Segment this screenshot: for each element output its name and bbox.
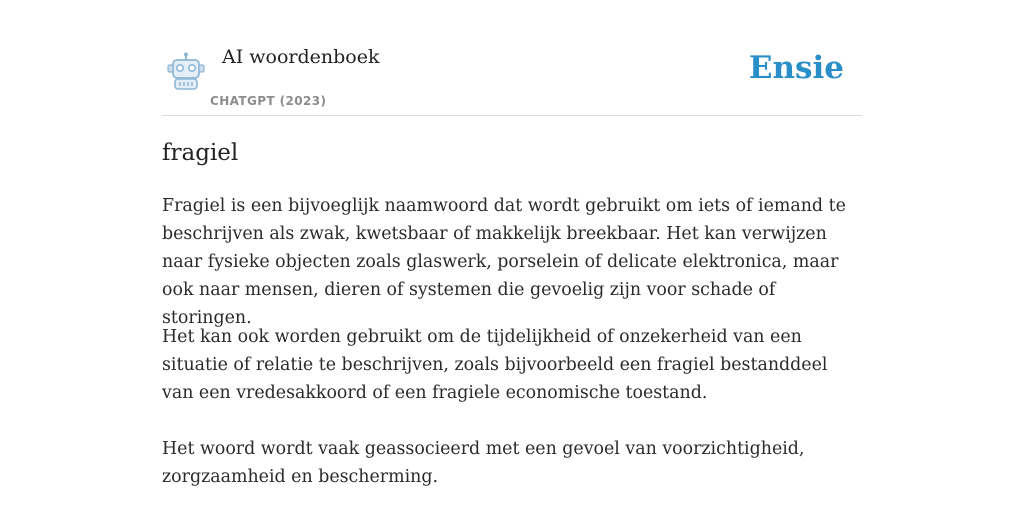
- definition-paragraph-2: Het kan ook worden gebruikt om de tijdelijkheid of onzekerheid van een situatie of relatie te beschrijven, zoals bijvoorbeeld een fragiel bestanddeel van een vredesakkoord of een fragiele economische toestand.: [162, 327, 828, 403]
- definition-paragraph-1: Fragiel is een bijvoeglijk naamwoord dat wordt gebruikt om iets of iemand te beschrijven als zwak, kwetsbaar of makkelijk breekbaar. Het kan verwijzen naar fysieke objecten zoals glaswerk, porselein of delicate elektronica, maar ook naar mensen, dieren of systemen die gevoelig zijn voor schade of storingen.: [162, 196, 846, 328]
- brand-logo[interactable]: Ensie: [748, 50, 844, 86]
- robot-icon: [166, 52, 206, 90]
- source-title[interactable]: AI woordenboek: [222, 46, 380, 68]
- source-subtitle: CHATGPT (2023): [210, 94, 327, 108]
- definition-paragraph-3: Het woord wordt vaak geassocieerd met een gevoel van voorzichtigheid, zorgzaamheid en bescherming.: [162, 439, 805, 487]
- entry-card: [162, 0, 862, 512]
- entry-header: [162, 0, 862, 116]
- entry-term: fragiel: [162, 140, 239, 166]
